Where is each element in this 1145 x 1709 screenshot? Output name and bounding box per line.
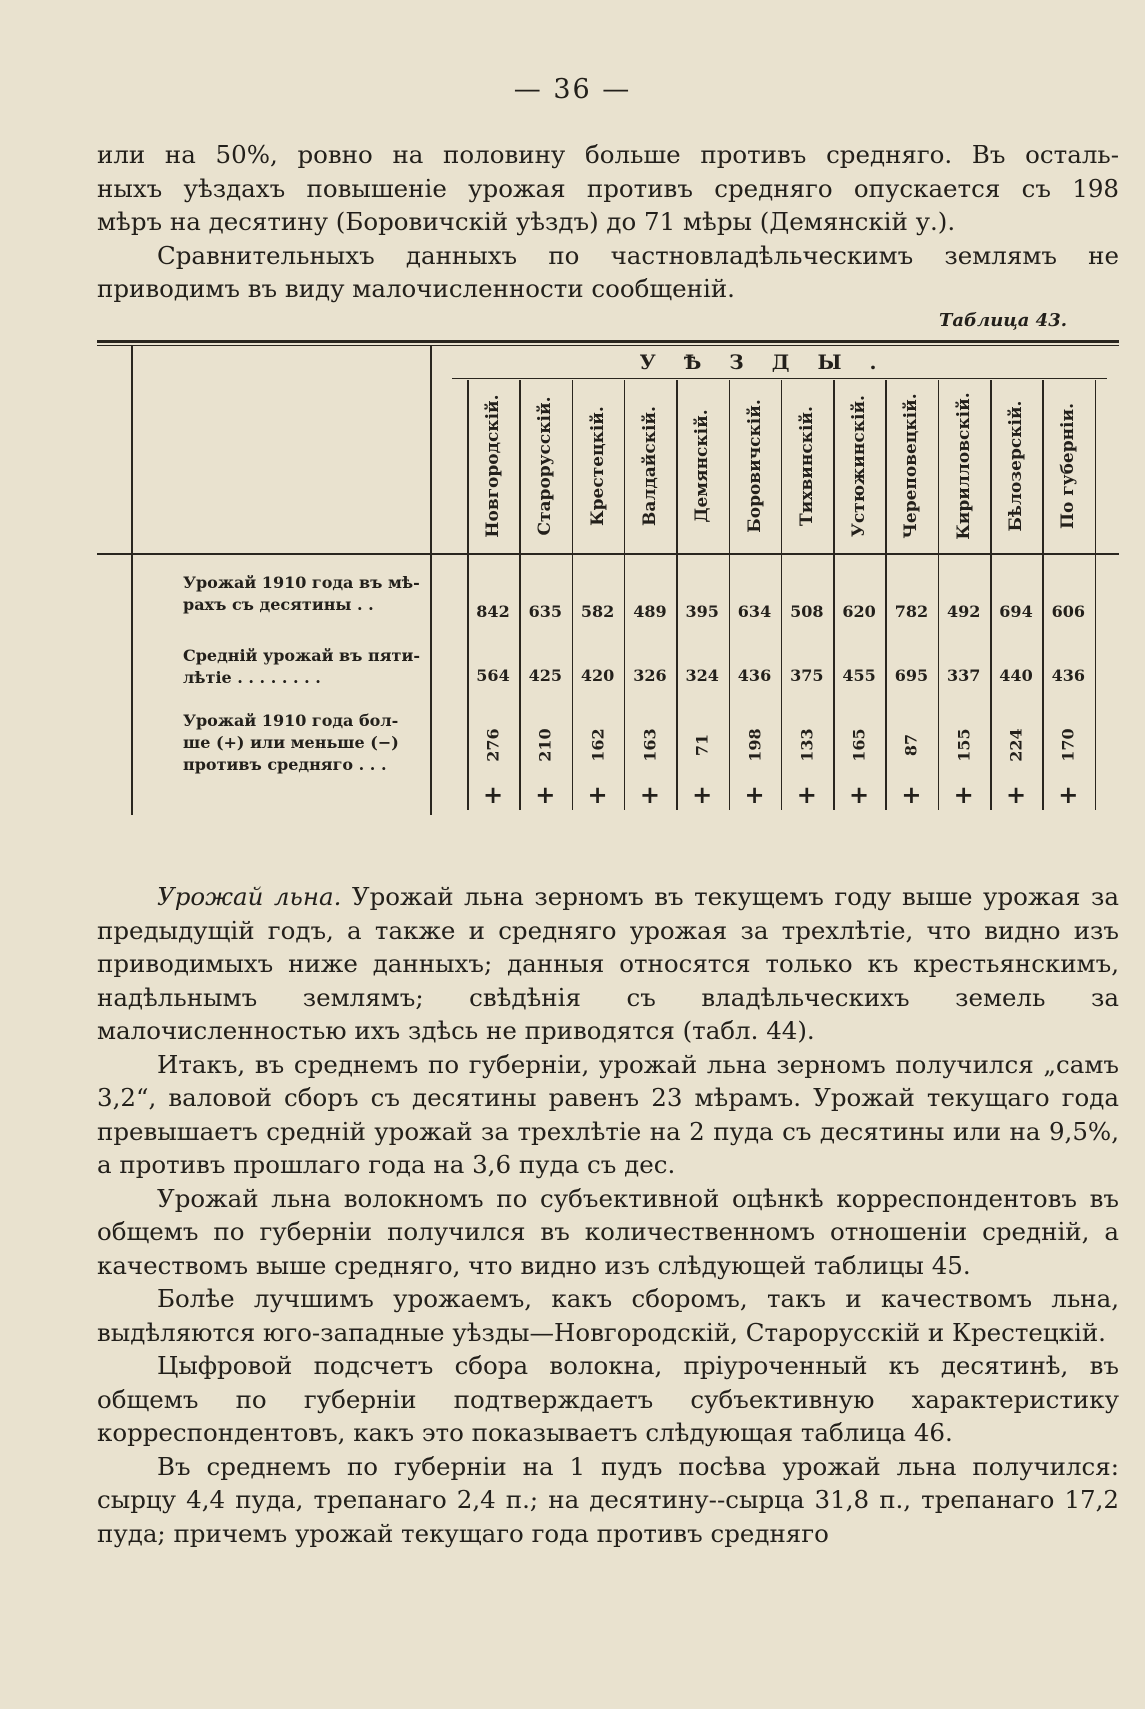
diff-cell: 165 [849,728,869,762]
table-top-rule-thin [97,345,1119,346]
plus-sign: + [482,780,504,809]
diff-cell: 210 [535,728,555,762]
table-cell: 420 [580,666,615,685]
yield-table [97,340,1119,828]
column-header: Кирилловскій. [953,392,974,540]
plus-sign: + [953,780,974,809]
column-header: Демянскій. [692,409,713,523]
diff-cell: 224 [1006,728,1026,762]
body-paragraph: Урожай льна. Урожай льна зерномъ въ текущемъ году выше урожая за предыдущій годъ, а также и средняго урожая за трехлѣтіе, что видно изъ приводимыхъ ниже данныхъ; данныя относятся только къ крестьянскимъ, надѣльнымъ землямъ; свѣдѣнія съ владѣльческихъ земель за малочисленностью ихъ здѣсь не приводятся (табл. 44). [97,882,1119,1045]
column-rule [1095,380,1097,810]
column-header: Тихвинскій. [796,406,817,526]
column-rule [430,345,432,815]
table-cell: 695 [894,666,929,685]
column-rule [131,345,133,815]
body-text [97,880,1119,1550]
table-cell: 842 [476,602,510,621]
table-cell: 492 [946,602,981,621]
plus-sign: + [901,780,922,809]
diff-cell: 87 [901,733,921,757]
intro-line: Сравнительныхъ данныхъ по частновладѣльческимъ землямъ не [157,240,1119,270]
body-paragraph: Урожай льна волокномъ по субъективной оцѣнкѣ корреспондентовъ въ общемъ по губерніи получился въ количественномъ отношеніи средній, а качествомъ выше средняго, что видно изъ слѣдующей таблицы 45. [97,1183,1119,1280]
column-header: Бѣлозерскій. [1006,400,1026,532]
diff-cell: 155 [954,728,974,762]
table-cell: 326 [633,666,667,685]
diff-cell: 71 [692,733,712,757]
group-header-rule [452,378,1107,379]
diff-cell: 133 [797,728,817,762]
table-cell: 582 [580,602,615,621]
body-paragraph: Цыфровой подсчетъ сбора волокна, пріуроченный къ десятинѣ, въ общемъ по губерніи подтверждаетъ субъективную характеристику корреспондентовъ, какъ это показываетъ слѣдующая таблица 46. [97,1351,1119,1447]
table-cell: 489 [633,602,667,621]
table-header-rule [97,553,1119,555]
table-cell: 564 [476,666,510,685]
table-cell: 635 [528,602,562,621]
table-cell: 395 [685,602,719,621]
plus-sign: + [744,780,765,809]
row-label: Урожай 1910 года бол- ше (+) или меньше (−) противъ средняго . . . [183,711,399,774]
table-cell: 455 [842,666,876,685]
table-cell: 620 [842,602,876,621]
table-cell: 440 [999,666,1033,685]
intro-line: приводимъ въ виду малочисленности сообщеній. [97,274,735,303]
table-cell: 694 [999,602,1033,621]
intro-paragraph [97,138,1119,306]
table-cell: 425 [528,666,562,685]
row-label: Урожай 1910 года въ мѣ- рахъ съ десятины . . [183,573,420,614]
intro-line: ныхъ уѣздахъ повышеніе урожая противъ средняго опускается съ 198 [97,173,1119,203]
column-header: Крестецкій. [587,406,608,526]
intro-line: мѣръ на десятину (Боровичскій уѣздъ) до 71 мѣры (Демянскій у.). [97,207,956,236]
table-cell: 634 [737,602,772,621]
column-header: Старорусскій. [535,396,556,536]
group-header: УѢЗДЫ. [639,350,905,374]
table-top-rule [97,340,1119,343]
column-header: Череповецкій. [901,393,922,539]
column-header: Устюжинскій. [849,395,870,537]
body-paragraph: Въ среднемъ по губерніи на 1 пудъ посѣва урожай льна получился: сырцу 4,4 пуда, трепанаго 2,4 п.; на десятину--сырца 31,8 п., трепанаго 17,2 пуда; причемъ урожай текущаго года противъ средняго [97,1451,1119,1548]
row-label: Средній урожай въ пяти- лѣтіе . . . . . . . . [183,646,420,687]
diff-cell: 198 [745,728,764,762]
diff-cell: 162 [588,728,608,762]
column-header: Новгородскій. [483,394,503,538]
intro-line: или на 50%, ровно на половину больше противъ средняго. Въ осталь- [97,140,1119,169]
paragraph-lead: Урожай льна. [157,882,352,911]
table-cell: 436 [1051,666,1085,685]
plus-sign: + [535,780,556,809]
plus-sign: + [587,780,608,809]
table-cell: 324 [685,666,719,685]
body-paragraph: Итакъ, въ среднемъ по губерніи, урожай льна зерномъ получился „самъ 3,2“, валовой сборъ съ десятины равенъ 23 мѣрамъ. Урожай текущаго года превышаетъ средній урожай за трехлѣтіе на 2 пуда съ десятины или на 9,5%, а противъ прошлаго года на 3,6 пуда съ дес. [97,1049,1119,1179]
plus-sign: + [849,780,870,809]
page-number: — 36 — [513,74,632,105]
diff-cell: 170 [1058,728,1078,762]
table-caption: Таблица 43. [938,310,1067,331]
plus-sign: + [1058,780,1079,809]
table-cell: 606 [1051,602,1085,621]
plus-sign: + [1005,780,1027,809]
table-cell: 436 [737,666,772,685]
table-cell: 337 [946,666,981,685]
column-header: По губерніи. [1058,402,1079,530]
diff-cell: 276 [483,728,503,762]
plus-sign: + [639,780,660,809]
table-cell: 508 [790,602,824,621]
table-cell: 375 [790,666,824,685]
column-header: Боровичскій. [744,399,765,533]
diff-cell: 163 [640,728,660,762]
plus-sign: + [692,780,713,809]
plus-sign: + [796,780,817,809]
table-cell: 782 [894,602,929,621]
body-paragraph: Болѣе лучшимъ урожаемъ, какъ сборомъ, такъ и качествомъ льна, выдѣляются юго-западные уѣзды—Новгородскій, Старорусскій и Крестецкій. [97,1284,1119,1347]
column-header: Валдайскій. [639,406,660,526]
